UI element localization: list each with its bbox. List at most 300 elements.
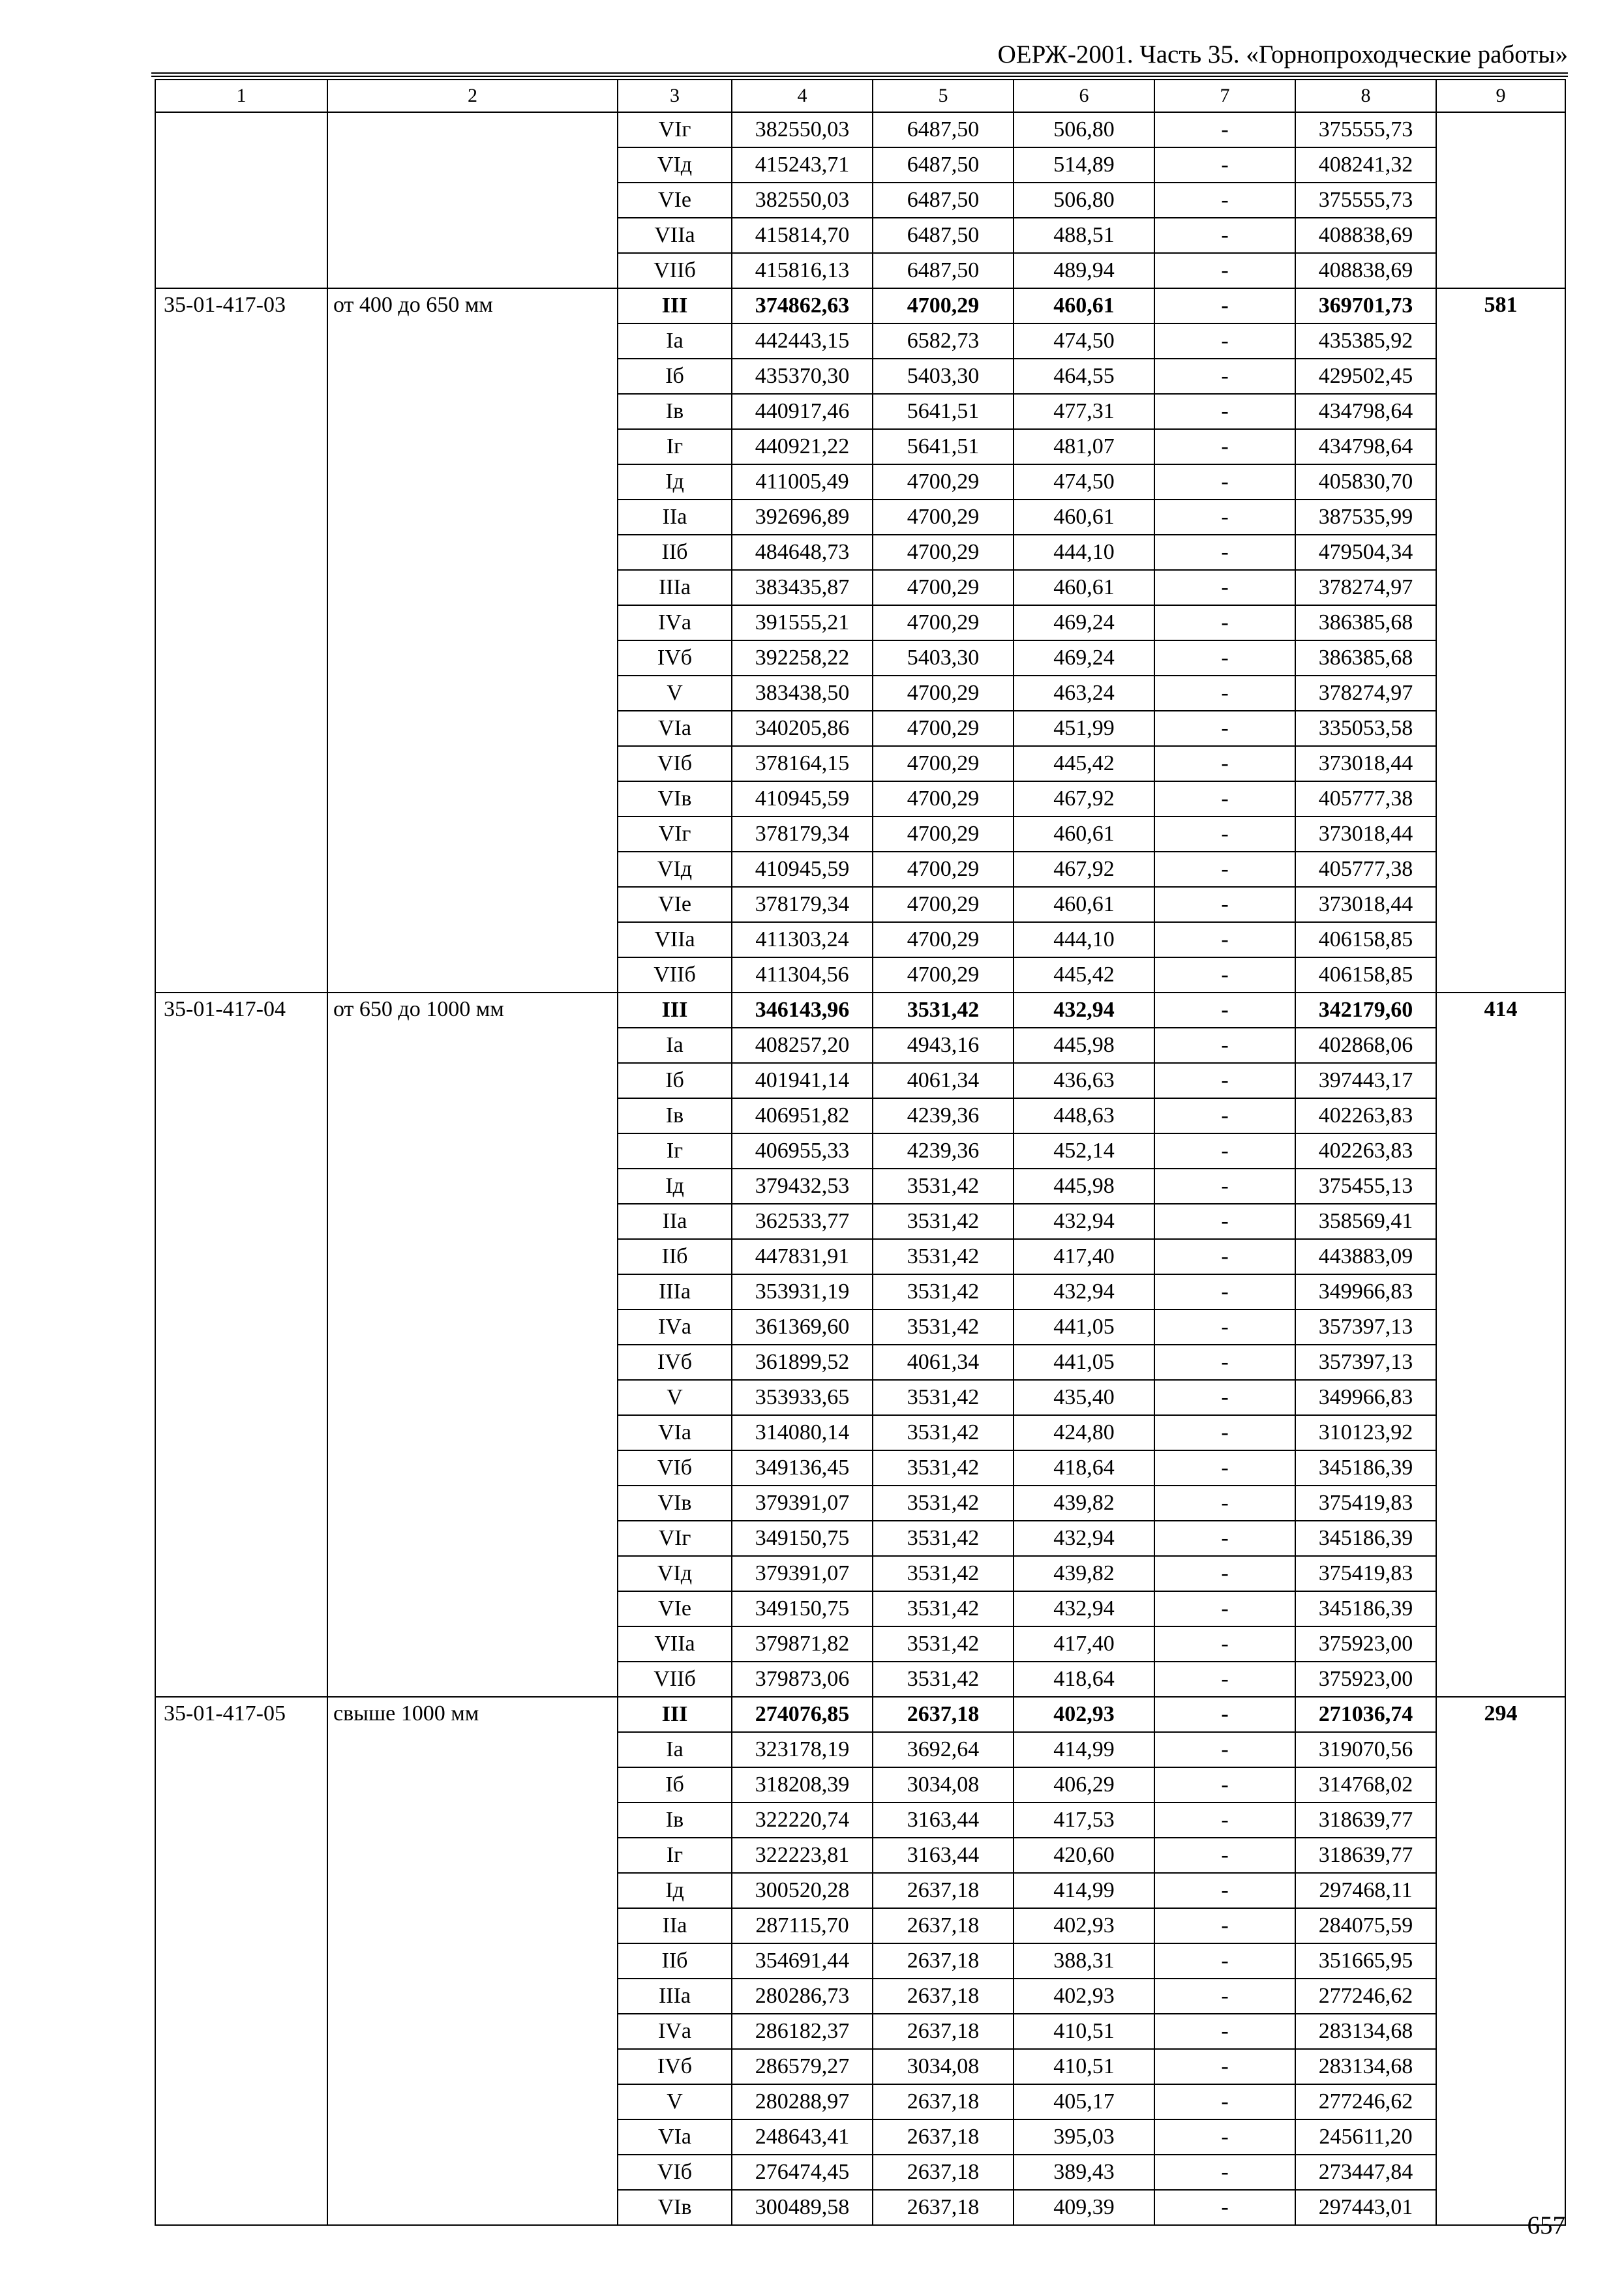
driver-wages-cell: - [1154,781,1295,816]
materials-cell: 369701,73 [1295,288,1436,323]
wages-cell: 4061,34 [873,1345,1014,1380]
driver-wages-cell: - [1154,183,1295,218]
total-cost-cell: 276474,45 [732,2155,873,2190]
total-cost-cell: 353931,19 [732,1274,873,1309]
category-cell: Iа [618,1028,732,1063]
rate-description: от 650 до 1000 мм [327,993,618,1697]
category-cell: VIа [618,2119,732,2155]
total-cost-cell: 300520,28 [732,1873,873,1908]
wages-cell: 4700,29 [873,464,1014,500]
driver-wages-cell: - [1154,1873,1295,1908]
category-cell: VIд [618,1556,732,1591]
category-cell: IVб [618,640,732,676]
total-cost-cell: 415814,70 [732,218,873,253]
driver-wages-cell: - [1154,500,1295,535]
column-number: 2 [327,80,618,112]
total-cost-cell: 340205,86 [732,711,873,746]
machines-cell: 436,63 [1014,1063,1154,1098]
column-number: 7 [1154,80,1295,112]
machines-cell: 432,94 [1014,1274,1154,1309]
total-cost-cell: 322223,81 [732,1838,873,1873]
labor-cost-cell: 294 [1436,1697,1565,2225]
driver-wages-cell: - [1154,676,1295,711]
category-cell: VIд [618,147,732,183]
machines-cell: 464,55 [1014,359,1154,394]
rates-table [155,79,1566,2226]
category-cell: VIб [618,2155,732,2190]
driver-wages-cell: - [1154,1098,1295,1133]
total-cost-cell: 318208,39 [732,1767,873,1803]
machines-cell: 402,93 [1014,1979,1154,2014]
driver-wages-cell: - [1154,1204,1295,1239]
driver-wages-cell: - [1154,746,1295,781]
rate-code: 35-01-417-05 [155,1697,327,2225]
category-cell: IIа [618,500,732,535]
total-cost-cell: 383438,50 [732,676,873,711]
driver-wages-cell: - [1154,218,1295,253]
category-cell: III [618,288,732,323]
wages-cell: 3531,42 [873,1556,1014,1591]
materials-cell: 318639,77 [1295,1838,1436,1873]
driver-wages-cell: - [1154,993,1295,1028]
machines-cell: 441,05 [1014,1345,1154,1380]
driver-wages-cell: - [1154,640,1295,676]
category-cell: V [618,2084,732,2119]
driver-wages-cell: - [1154,2049,1295,2084]
machines-cell: 410,51 [1014,2049,1154,2084]
driver-wages-cell: - [1154,1556,1295,1591]
machines-cell: 435,40 [1014,1380,1154,1415]
driver-wages-cell: - [1154,2190,1295,2225]
machines-cell: 432,94 [1014,1521,1154,1556]
driver-wages-cell: - [1154,253,1295,288]
total-cost-cell: 379432,53 [732,1169,873,1204]
category-cell: III [618,993,732,1028]
category-cell: Iд [618,464,732,500]
materials-cell: 283134,68 [1295,2049,1436,2084]
materials-cell: 319070,56 [1295,1732,1436,1767]
materials-cell: 318639,77 [1295,1803,1436,1838]
category-cell: VIе [618,1591,732,1626]
wages-cell: 3034,08 [873,1767,1014,1803]
wages-cell: 4239,36 [873,1098,1014,1133]
materials-cell: 273447,84 [1295,2155,1436,2190]
total-cost-cell: 382550,03 [732,183,873,218]
total-cost-cell: 410945,59 [732,781,873,816]
total-cost-cell: 346143,96 [732,993,873,1028]
rate-description: свыше 1000 мм [327,1697,618,2225]
total-cost-cell: 392696,89 [732,500,873,535]
total-cost-cell: 349150,75 [732,1521,873,1556]
driver-wages-cell: - [1154,887,1295,922]
total-cost-cell: 379391,07 [732,1556,873,1591]
total-cost-cell: 415243,71 [732,147,873,183]
materials-cell: 314768,02 [1295,1767,1436,1803]
wages-cell: 2637,18 [873,2014,1014,2049]
wages-cell: 6487,50 [873,112,1014,147]
total-cost-cell: 383435,87 [732,570,873,605]
total-cost-cell: 382550,03 [732,112,873,147]
wages-cell: 3034,08 [873,2049,1014,2084]
machines-cell: 389,43 [1014,2155,1154,2190]
category-cell: Iб [618,359,732,394]
machines-cell: 460,61 [1014,570,1154,605]
driver-wages-cell: - [1154,1309,1295,1345]
category-cell: Iд [618,1873,732,1908]
wages-cell: 2637,18 [873,1873,1014,1908]
driver-wages-cell: - [1154,1626,1295,1662]
machines-cell: 417,53 [1014,1803,1154,1838]
category-cell: IIб [618,1239,732,1274]
materials-cell: 387535,99 [1295,500,1436,535]
total-cost-cell: 361369,60 [732,1309,873,1345]
materials-cell: 373018,44 [1295,887,1436,922]
category-cell: IVб [618,1345,732,1380]
materials-cell: 402263,83 [1295,1098,1436,1133]
materials-cell: 405830,70 [1295,464,1436,500]
total-cost-cell: 379871,82 [732,1626,873,1662]
materials-cell: 283134,68 [1295,2014,1436,2049]
wages-cell: 4700,29 [873,746,1014,781]
column-number: 1 [155,80,327,112]
category-cell: VIб [618,746,732,781]
machines-cell: 474,50 [1014,323,1154,359]
total-cost-cell: 378164,15 [732,746,873,781]
driver-wages-cell: - [1154,1838,1295,1873]
category-cell: VIв [618,781,732,816]
category-cell: IVб [618,2049,732,2084]
total-cost-cell: 406955,33 [732,1133,873,1169]
materials-cell: 406158,85 [1295,957,1436,993]
table-row [155,112,1565,147]
column-number: 8 [1295,80,1436,112]
wages-cell: 3531,42 [873,1274,1014,1309]
driver-wages-cell: - [1154,323,1295,359]
driver-wages-cell: - [1154,1345,1295,1380]
category-cell: Iв [618,1803,732,1838]
machines-cell: 474,50 [1014,464,1154,500]
total-cost-cell: 323178,19 [732,1732,873,1767]
wages-cell: 4700,29 [873,816,1014,852]
materials-cell: 434798,64 [1295,394,1436,429]
wages-cell: 4239,36 [873,1133,1014,1169]
wages-cell: 3531,42 [873,1169,1014,1204]
wages-cell: 6487,50 [873,218,1014,253]
materials-cell: 277246,62 [1295,2084,1436,2119]
materials-cell: 271036,74 [1295,1697,1436,1732]
category-cell: VIв [618,1486,732,1521]
materials-cell: 375419,83 [1295,1486,1436,1521]
category-cell: IVа [618,605,732,640]
driver-wages-cell: - [1154,1979,1295,2014]
page-header: ОЕРЖ-2001. Часть 35. «Горнопроходческие работы» [997,40,1568,68]
total-cost-cell: 484648,73 [732,535,873,570]
machines-cell: 410,51 [1014,2014,1154,2049]
machines-cell: 395,03 [1014,2119,1154,2155]
table-row [155,993,1565,1028]
machines-cell: 444,10 [1014,535,1154,570]
driver-wages-cell: - [1154,1662,1295,1697]
machines-cell: 460,61 [1014,288,1154,323]
wages-cell: 6487,50 [873,147,1014,183]
rate-description: от 400 до 650 мм [327,288,618,993]
materials-cell: 386385,68 [1295,605,1436,640]
driver-wages-cell: - [1154,1380,1295,1415]
machines-cell: 514,89 [1014,147,1154,183]
wages-cell: 3531,42 [873,1450,1014,1486]
driver-wages-cell: - [1154,1274,1295,1309]
driver-wages-cell: - [1154,1591,1295,1626]
machines-cell: 432,94 [1014,1204,1154,1239]
machines-cell: 463,24 [1014,676,1154,711]
materials-cell: 284075,59 [1295,1908,1436,1943]
category-cell: V [618,676,732,711]
category-cell: VIд [618,852,732,887]
category-cell: VIг [618,1521,732,1556]
machines-cell: 506,80 [1014,112,1154,147]
driver-wages-cell: - [1154,1169,1295,1204]
wages-cell: 4700,29 [873,500,1014,535]
driver-wages-cell: - [1154,2084,1295,2119]
category-cell: IIа [618,1908,732,1943]
total-cost-cell: 435370,30 [732,359,873,394]
total-cost-cell: 442443,15 [732,323,873,359]
labor-cost-cell: 414 [1436,993,1565,1697]
wages-cell: 5641,51 [873,394,1014,429]
machines-cell: 441,05 [1014,1309,1154,1345]
materials-cell: 375923,00 [1295,1626,1436,1662]
driver-wages-cell: - [1154,147,1295,183]
category-cell: III [618,1697,732,1732]
materials-cell: 349966,83 [1295,1380,1436,1415]
materials-cell: 357397,13 [1295,1345,1436,1380]
materials-cell: 345186,39 [1295,1591,1436,1626]
wages-cell: 3531,42 [873,1380,1014,1415]
total-cost-cell: 349136,45 [732,1450,873,1486]
total-cost-cell: 406951,82 [732,1098,873,1133]
materials-cell: 375419,83 [1295,1556,1436,1591]
total-cost-cell: 322220,74 [732,1803,873,1838]
wages-cell: 2637,18 [873,2190,1014,2225]
category-cell: VIб [618,1450,732,1486]
machines-cell: 469,24 [1014,640,1154,676]
machines-cell: 409,39 [1014,2190,1154,2225]
category-cell: VIе [618,887,732,922]
category-cell: Iд [618,1169,732,1204]
driver-wages-cell: - [1154,429,1295,464]
machines-cell: 488,51 [1014,218,1154,253]
total-cost-cell: 374862,63 [732,288,873,323]
total-cost-cell: 280288,97 [732,2084,873,2119]
wages-cell: 3531,42 [873,1486,1014,1521]
driver-wages-cell: - [1154,1803,1295,1838]
machines-cell: 439,82 [1014,1556,1154,1591]
wages-cell: 3531,42 [873,1204,1014,1239]
wages-cell: 4943,16 [873,1028,1014,1063]
wages-cell: 3531,42 [873,1415,1014,1450]
category-cell: VIа [618,711,732,746]
wages-cell: 2637,18 [873,1943,1014,1979]
machines-cell: 418,64 [1014,1450,1154,1486]
total-cost-cell: 440917,46 [732,394,873,429]
wages-cell: 4700,29 [873,605,1014,640]
category-cell: Iг [618,1838,732,1873]
machines-cell: 477,31 [1014,394,1154,429]
materials-cell: 351665,95 [1295,1943,1436,1979]
total-cost-cell: 353933,65 [732,1380,873,1415]
wages-cell: 3531,42 [873,993,1014,1028]
driver-wages-cell: - [1154,1943,1295,1979]
category-cell: IVа [618,1309,732,1345]
machines-cell: 424,80 [1014,1415,1154,1450]
materials-cell: 378274,97 [1295,570,1436,605]
wages-cell: 2637,18 [873,1697,1014,1732]
total-cost-cell: 379391,07 [732,1486,873,1521]
category-cell: VIIб [618,1662,732,1697]
materials-cell: 297468,11 [1295,1873,1436,1908]
materials-cell: 402263,83 [1295,1133,1436,1169]
wages-cell: 3531,42 [873,1662,1014,1697]
table-row [155,1697,1565,1732]
category-cell: Iа [618,323,732,359]
materials-cell: 345186,39 [1295,1521,1436,1556]
machines-cell: 388,31 [1014,1943,1154,1979]
materials-cell: 375923,00 [1295,1662,1436,1697]
driver-wages-cell: - [1154,112,1295,147]
total-cost-cell: 401941,14 [732,1063,873,1098]
materials-cell: 386385,68 [1295,640,1436,676]
wages-cell: 2637,18 [873,1908,1014,1943]
driver-wages-cell: - [1154,2155,1295,2190]
materials-cell: 335053,58 [1295,711,1436,746]
total-cost-cell: 314080,14 [732,1415,873,1450]
materials-cell: 397443,17 [1295,1063,1436,1098]
machines-cell: 506,80 [1014,183,1154,218]
machines-cell: 420,60 [1014,1838,1154,1873]
total-cost-cell: 286182,37 [732,2014,873,2049]
wages-cell: 4700,29 [873,781,1014,816]
category-cell: VIе [618,183,732,218]
materials-cell: 406158,85 [1295,922,1436,957]
category-cell: VIIа [618,922,732,957]
category-cell: Iб [618,1063,732,1098]
materials-cell: 373018,44 [1295,816,1436,852]
total-cost-cell: 379873,06 [732,1662,873,1697]
materials-cell: 373018,44 [1295,746,1436,781]
materials-cell: 358569,41 [1295,1204,1436,1239]
wages-cell: 4700,29 [873,852,1014,887]
materials-cell: 479504,34 [1295,535,1436,570]
wages-cell: 4700,29 [873,711,1014,746]
wages-cell: 3531,42 [873,1239,1014,1274]
machines-cell: 469,24 [1014,605,1154,640]
materials-cell: 434798,64 [1295,429,1436,464]
machines-cell: 417,40 [1014,1239,1154,1274]
column-number-row [155,80,1565,112]
machines-cell: 448,63 [1014,1098,1154,1133]
machines-cell: 452,14 [1014,1133,1154,1169]
category-cell: IIа [618,1204,732,1239]
materials-cell: 378274,97 [1295,676,1436,711]
total-cost-cell: 349150,75 [732,1591,873,1626]
wages-cell: 6487,50 [873,253,1014,288]
driver-wages-cell: - [1154,1697,1295,1732]
header-rule-top [151,72,1568,74]
machines-cell: 445,42 [1014,957,1154,993]
column-number: 3 [618,80,732,112]
wages-cell: 3163,44 [873,1803,1014,1838]
materials-cell: 402868,06 [1295,1028,1436,1063]
materials-cell: 297443,01 [1295,2190,1436,2225]
category-cell: IIIа [618,570,732,605]
machines-cell: 417,40 [1014,1626,1154,1662]
total-cost-cell: 408257,20 [732,1028,873,1063]
total-cost-cell: 378179,34 [732,887,873,922]
wages-cell: 4700,29 [873,288,1014,323]
wages-cell: 6582,73 [873,323,1014,359]
driver-wages-cell: - [1154,288,1295,323]
machines-cell: 414,99 [1014,1732,1154,1767]
driver-wages-cell: - [1154,1133,1295,1169]
driver-wages-cell: - [1154,1450,1295,1486]
total-cost-cell: 300489,58 [732,2190,873,2225]
wages-cell: 2637,18 [873,2155,1014,2190]
column-number: 9 [1436,80,1565,112]
wages-cell: 3692,64 [873,1732,1014,1767]
total-cost-cell: 378179,34 [732,816,873,852]
total-cost-cell: 440921,22 [732,429,873,464]
driver-wages-cell: - [1154,711,1295,746]
total-cost-cell: 361899,52 [732,1345,873,1380]
total-cost-cell: 391555,21 [732,605,873,640]
total-cost-cell: 274076,85 [732,1697,873,1732]
wages-cell: 4700,29 [873,957,1014,993]
rate-description [327,112,618,288]
labor-cost-cell [1436,112,1565,288]
wages-cell: 5403,30 [873,359,1014,394]
category-cell: IVа [618,2014,732,2049]
category-cell: IIб [618,535,732,570]
driver-wages-cell: - [1154,1908,1295,1943]
machines-cell: 432,94 [1014,1591,1154,1626]
wages-cell: 4700,29 [873,535,1014,570]
category-cell: VIIб [618,253,732,288]
wages-cell: 4700,29 [873,676,1014,711]
materials-cell: 277246,62 [1295,1979,1436,2014]
wages-cell: 4700,29 [873,922,1014,957]
driver-wages-cell: - [1154,605,1295,640]
wages-cell: 4700,29 [873,887,1014,922]
machines-cell: 439,82 [1014,1486,1154,1521]
total-cost-cell: 362533,77 [732,1204,873,1239]
wages-cell: 3531,42 [873,1626,1014,1662]
machines-cell: 432,94 [1014,993,1154,1028]
driver-wages-cell: - [1154,1415,1295,1450]
column-number: 5 [873,80,1014,112]
wages-cell: 3531,42 [873,1521,1014,1556]
driver-wages-cell: - [1154,2014,1295,2049]
wages-cell: 2637,18 [873,2084,1014,2119]
driver-wages-cell: - [1154,359,1295,394]
total-cost-cell: 287115,70 [732,1908,873,1943]
category-cell: VIIа [618,1626,732,1662]
machines-cell: 414,99 [1014,1873,1154,1908]
machines-cell: 460,61 [1014,816,1154,852]
category-cell: Iв [618,394,732,429]
materials-cell: 345186,39 [1295,1450,1436,1486]
total-cost-cell: 248643,41 [732,2119,873,2155]
materials-cell: 443883,09 [1295,1239,1436,1274]
